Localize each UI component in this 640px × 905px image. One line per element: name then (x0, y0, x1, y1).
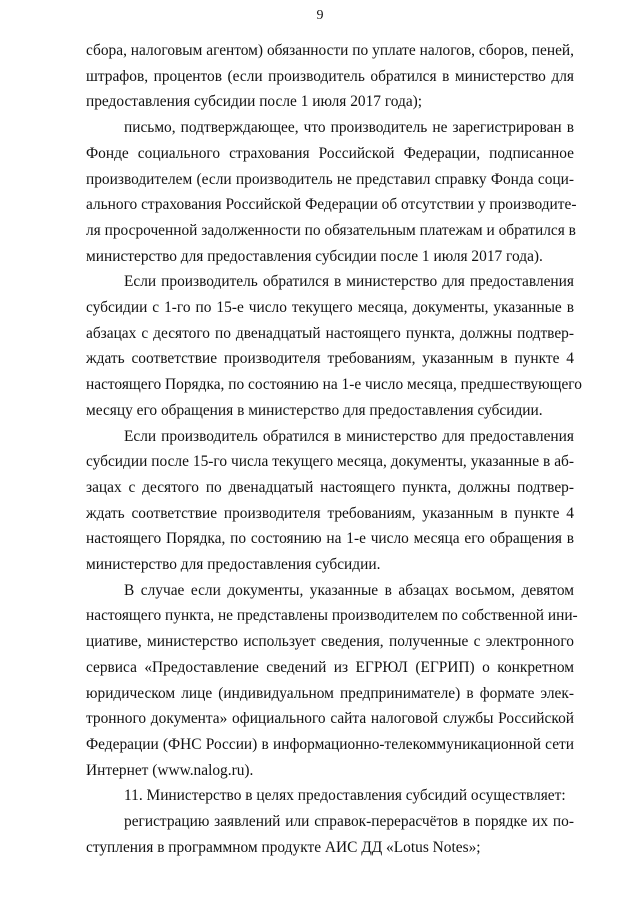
text-line: ального страхования Российской Федерации об отсутствии у производите- (86, 196, 577, 214)
paragraph-registration (86, 809, 574, 860)
text-line: регистрацию заявлений или справок-перерасчётов в порядке их по- (124, 813, 574, 831)
text-line: ждать соответствие производителя требованиям, указанным в пункте 4 (86, 504, 574, 522)
text-line: Если производитель обратился в министерство для предоставления (124, 427, 574, 445)
text-line: 11. Министерство в целях предоставления субсидий осуществляет: (124, 787, 566, 805)
paragraph-second-half-month (86, 424, 574, 578)
text-line: ля просроченной задолженности по обязательным платежам и обратился в (86, 221, 576, 239)
text-line: Если производитель обратился в министерство для предоставления (124, 273, 574, 291)
paragraph-item-11 (86, 783, 574, 809)
text-line: настоящего Порядка, по состоянию на 1-е число месяца его обращения в (86, 530, 574, 548)
text-line: циативе, министерство использует сведения, полученные с электронного (86, 633, 574, 651)
text-line: месяцу его обращения в министерство для предоставления субсидии. (86, 401, 543, 419)
text-line: настоящего пункта, не представлены производителем по собственной ини- (86, 607, 578, 625)
text-line: сервиса «Предоставление сведений из ЕГРЮЛ (ЕГРИП) о конкретном (86, 658, 574, 676)
text-line: ждать соответствие производителя требованиям, указанным в пункте 4 (86, 350, 574, 368)
text-line: штрафов, процентов (если производитель обратился в министерство для (86, 67, 574, 85)
text-line: сбора, налоговым агентом) обязанности по уплате налогов, сборов, пеней, (86, 42, 574, 59)
text-line: Федерации (ФНС России) в информационно-телекоммуникационной сети (86, 735, 574, 753)
text-line: предоставления субсидии после 1 июля 2017 года); (86, 93, 423, 111)
text-line: В случае если документы, указанные в абзацах восьмом, девятом (124, 581, 574, 599)
text-line: субсидии с 1-го по 15-е число текущего месяца, документы, указанные в (86, 299, 574, 317)
text-line: субсидии после 15-го числа текущего месяца, документы, указанные в аб- (86, 453, 574, 471)
text-line: зацах с десятого по двенадцатый настоящего пункта, должны подтвер- (86, 478, 574, 496)
text-line: Интернет (www.nalog.ru). (86, 761, 254, 779)
text-line: министерство для предоставления субсидии. (86, 556, 381, 574)
text-line: юридическом лице (индивидуальном предпринимателе) в формате элек- (86, 684, 574, 702)
text-line: тронного документа» официального сайта налоговой службы Российской (86, 710, 574, 728)
text-line: ступления в программном продукте АИС ДД «Lotus Notes»; (86, 838, 481, 856)
text-line: письмо, подтверждающее, что производитель не зарегистрирован в (124, 119, 574, 137)
text-line: настоящего Порядка, по состоянию на 1-е число месяца, предшествующего (86, 376, 582, 394)
paragraph-tax-obligations (86, 38, 574, 115)
page-number: 9 (316, 8, 324, 23)
text-line: министерство для предоставления субсидии после 1 июля 2017 года). (86, 247, 543, 265)
text-line: Фонде социального страхования Российской Федерации, подписанное (86, 144, 574, 162)
text-line: абзацах с десятого по двенадцатый настоящего пункта, должны подтвер- (86, 324, 574, 342)
paragraph-first-half-month (86, 269, 582, 423)
paragraph-social-insurance-letter (86, 115, 577, 269)
text-line: производителем (если производитель не представил справку Фонда соци- (86, 170, 574, 188)
document-body (86, 38, 582, 861)
paragraph-egrul-service (86, 578, 578, 784)
